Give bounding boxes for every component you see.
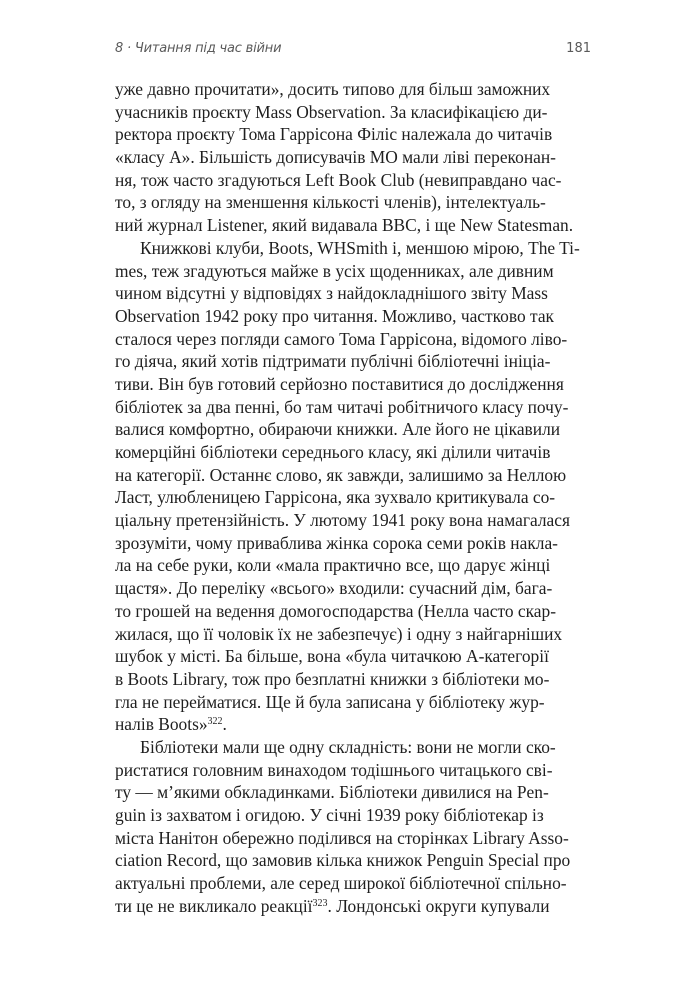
footnote-ref-323[interactable]: 323: [312, 897, 328, 909]
text-line: Observation 1942 року про читання. Можливо, частково так: [115, 305, 554, 326]
text-line: жилася, що її чоловік їх не забезпечує) і одну з найгарніших: [115, 623, 563, 644]
text-line: чином відсутні у відповідях з найдокладнішого звіту Mass: [115, 283, 548, 304]
text-line: міста Нанітон обережно поділився на сторінках Library Asso-: [115, 827, 569, 848]
text-line: валися комфортно, обираючи книжки. Але його не цікавили: [115, 419, 561, 440]
text-line: то грошей на ведення домогосподарства (Нелла часто скар-: [115, 600, 556, 621]
text-line: ла на себе руки, коли «мала практично все, що дарує жінці: [115, 555, 551, 576]
paragraph-end-line: [115, 713, 593, 736]
text-line: Ласт, улюбленицею Гаррісона, яка зухвало критикувала со-: [115, 487, 556, 508]
page-number: 181: [566, 40, 591, 56]
text-line: уже давно прочитати», досить типово для більш заможних: [115, 79, 551, 99]
footnote-ref-322[interactable]: 322: [207, 716, 223, 728]
text-line: mes, теж згадуються майже в усіх щоденниках, але дивним: [115, 260, 554, 281]
paragraph-start-line: Книжкові клуби, Boots, WHSmith і, меншою мірою, The Ti-: [140, 237, 580, 258]
text-line: guin із захватом і огидою. У січні 1939 року бібліотекар із: [115, 805, 544, 825]
text-line: комерційні бібліотеки середнього класу, які ділили читачів: [115, 442, 551, 462]
text-line: ний журнал Listener, який видавала BBC, і ще New Statesman.: [115, 215, 574, 236]
text-line: учасників проєкту Mass Observation. За класифікацією ди-: [115, 101, 548, 122]
line-text: налів Boots»: [115, 714, 208, 735]
line-text-after: .: [222, 714, 227, 735]
text-line: шубок у місті. Ба більше, вона «була читачкою А-категорії: [115, 646, 549, 667]
text-line: ту — м’якими обкладинками. Бібліотеки дивилися на Pen-: [115, 782, 549, 803]
text-line: зрозуміти, чому приваблива жінка сорока семи років накла-: [115, 532, 558, 553]
text-line: ціальну претензійність. У лютому 1941 року вона намагалася: [115, 510, 570, 531]
text-line: тиви. Він був готовий серйозно поставитися до дослідження: [115, 373, 564, 394]
text-line: актуальні проблеми, але серед широкої бібліотечної спільно-: [115, 873, 567, 894]
line-text: ти це не викликало реакції: [115, 895, 313, 916]
text-line: на категорії. Останнє слово, як завжди, залишимо за Неллою: [115, 464, 567, 485]
text-line: то, з огляду на зменшення кількості членів), інтелектуаль-: [115, 192, 546, 213]
paragraph-start-line: Бібліотеки мали ще одну складність: вони не могли ско-: [140, 736, 556, 757]
text-line: го діяча, який хотів підтримати публічні бібліотечні ініціа-: [115, 351, 551, 372]
text-line: ректора проєкту Тома Гаррісона Філіс належала до читачів: [115, 124, 553, 145]
text-line: сталося через погляди самого Тома Гаррісона, відомого ліво-: [115, 328, 568, 349]
line-text-after: . Лондонські округи купували: [327, 895, 550, 916]
text-line: гла не перейматися. Ще й була записана у бібліотеку жур-: [115, 691, 545, 712]
text-line: в Boots Library, тож про безплатні книжки з бібліотеки мо-: [115, 668, 550, 689]
text-line: ристатися головним винаходом тодішнього читацького сві-: [115, 759, 553, 780]
text-line: ня, тож часто згадуються Left Book Club (невиправдано час-: [115, 169, 562, 190]
text-line: «класу А». Більшість дописувачів МО мали ліві переконан-: [115, 147, 556, 168]
text-line: бібліотек за два пенні, бо там читачі робітничого класу почу-: [115, 396, 569, 417]
text-line: щастя». До переліку «всього» входили: сучасний дім, бага-: [115, 578, 553, 599]
body-text: [115, 78, 593, 917]
running-header: [115, 38, 591, 58]
text-line: [115, 895, 593, 918]
text-line: ciation Record, що замовив кілька книжок Penguin Special про: [115, 850, 571, 871]
chapter-title: 8 · Читання під час війни: [115, 40, 282, 56]
